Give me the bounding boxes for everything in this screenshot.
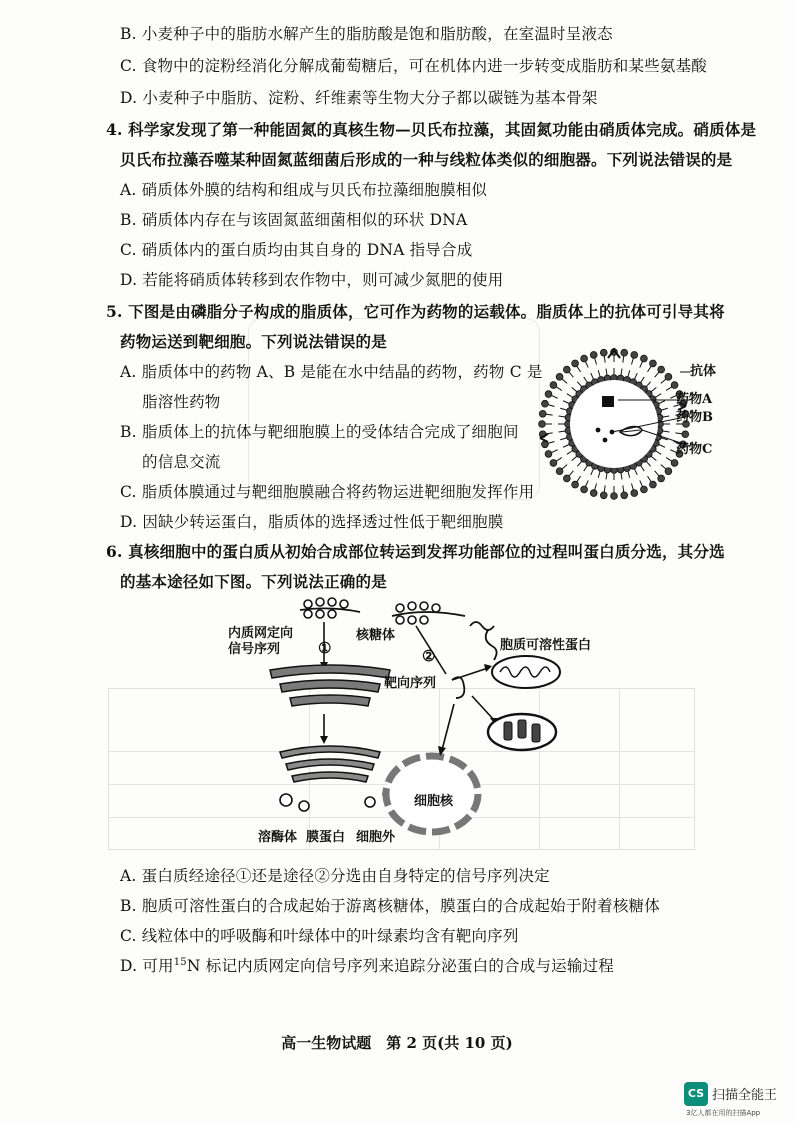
q3-option-b: B. 小麦种子中的脂肪水解产生的脂肪酸是饱和脂肪酸，在室温时呈液态	[120, 25, 613, 43]
drug-a-cube	[602, 396, 614, 407]
golgi-apparatus	[280, 746, 380, 782]
q6-option-c: C. 线粒体中的呼吸酶和叶绿体中的叶绿素均含有靶向序列	[120, 927, 519, 945]
phospholipid-head	[682, 431, 689, 438]
phospholipid-head	[572, 481, 579, 488]
label-path-1: ①	[318, 639, 332, 657]
q4-stem-line-2: 贝氏布拉藻吞噬某种固氮蓝细菌后形成的一种与线粒体类似的细胞器。下列说法错误的是	[120, 150, 733, 169]
scanner-tagline: 3亿人都在用的扫描App	[686, 1109, 761, 1117]
q6-option-d-isotope: 15	[173, 956, 187, 968]
phospholipid-head	[631, 352, 638, 359]
label-path-2: ②	[422, 647, 436, 665]
phospholipid-head	[545, 391, 552, 398]
label-lysosome: 溶酶体	[258, 830, 298, 845]
phospholipid-head	[563, 366, 570, 373]
q6-option-d	[120, 954, 614, 976]
phospholipid-head	[556, 468, 563, 475]
q3-option-d: D. 小麦种子中脂肪、淀粉、纤维素等生物大分子都以碳链为基本骨架	[120, 89, 598, 107]
label-drug-a: 药物A	[676, 392, 713, 407]
phospholipid-head	[665, 468, 672, 475]
scanner-name: 扫描全能王	[712, 1088, 778, 1103]
drug-b-dot	[603, 438, 608, 443]
phospholipid-head	[600, 349, 607, 356]
label-ribosome: 核糖体	[356, 628, 396, 643]
q5-option-b-line-2: 的信息交流	[142, 453, 221, 471]
phospholipid-head	[581, 486, 588, 493]
phospholipid-head	[658, 475, 665, 482]
q5-option-a-line-1: A. 脂质体中的药物 A、B 是能在水中结晶的药物，药物 C 是	[120, 363, 543, 381]
phospholipid-head	[650, 360, 657, 367]
q4-stem-line-1: 4. 科学家发现了第一种能固氮的真核生物—贝氏布拉藻，其固氮功能由硝质体完成。硝质体是	[106, 120, 757, 139]
q5-option-b-line-1: B. 脂质体上的抗体与靶细胞膜上的受体结合完成了细胞间	[120, 423, 519, 441]
label-drug-b: 药物B	[676, 410, 713, 425]
phospholipid-head	[671, 460, 678, 467]
q6-stem-line-2: 的基本途径如下图。下列说法正确的是	[120, 572, 387, 591]
label-antibody: 抗体	[690, 364, 717, 379]
q6-option-d-rest: N 标记内质网定向信号序列来追踪分泌蛋白的合成与运输过程	[186, 957, 614, 975]
phospholipid-head	[545, 451, 552, 458]
phospholipid-head	[658, 366, 665, 373]
phospholipid-head	[556, 373, 563, 380]
phospholipid-head	[581, 355, 588, 362]
label-er-signal-2: 信号序列	[228, 642, 281, 657]
q3-option-c: C. 食物中的淀粉经消化分解成葡萄糖后，可在机体内进一步转变成脂肪和某些氨基酸	[120, 57, 707, 75]
q6-option-d-prefix: D. 可用	[120, 957, 174, 975]
phospholipid-head	[611, 493, 618, 500]
label-cytosolic-protein: 胞质可溶性蛋白	[500, 638, 592, 653]
phospholipid-head	[539, 421, 546, 428]
phospholipid-head	[590, 352, 597, 359]
q6-option-a: A. 蛋白质经途径①还是途径②分选由自身特定的信号序列决定	[120, 867, 550, 885]
label-nucleus: 细胞核	[414, 794, 454, 809]
q5-stem-line-2: 药物运送到靶细胞。下列说法错误的是	[120, 332, 387, 351]
phospholipid-head	[600, 492, 607, 499]
phospholipid-head	[641, 355, 648, 362]
phospholipid-head	[542, 400, 549, 407]
q6-stem-line-1: 6. 真核细胞中的蛋白质从初始合成部位转运到发挥功能部位的过程叫蛋白质分选，其分选	[106, 542, 725, 561]
q5-option-d: D. 因缺少转运蛋白，脂质体的选择透过性低于靶细胞膜	[120, 513, 504, 531]
rough-er	[270, 665, 390, 706]
phospholipid-head	[665, 373, 672, 380]
scanner-watermark	[684, 1080, 784, 1120]
scanner-logo-icon: CS	[684, 1082, 708, 1106]
q5-option-c: C. 脂质体膜通过与靶细胞膜融合将药物运进靶细胞发挥作用	[120, 483, 535, 501]
q4-option-b: B. 硝质体内存在与该固氮蓝细菌相似的环状 DNA	[120, 211, 468, 229]
q5-option-a-line-2: 脂溶性药物	[142, 393, 221, 411]
phospholipid-head	[539, 410, 546, 417]
vesicles	[280, 789, 393, 811]
q6-option-b: B. 胞质可溶性蛋白的合成起始于游离核糖体，膜蛋白的合成起始于附着核糖体	[120, 897, 660, 915]
phospholipid-head	[621, 349, 628, 356]
phospholipid-head	[550, 460, 557, 467]
phospholipid-head	[563, 475, 570, 482]
q4-option-c: C. 硝质体内的蛋白质均由其自身的 DNA 指导合成	[120, 241, 473, 259]
label-extracellular: 细胞外	[356, 830, 396, 845]
phospholipid-head	[572, 360, 579, 367]
label-er-signal-1: 内质网定向	[228, 626, 294, 641]
phospholipid-head	[650, 481, 657, 488]
phospholipid-head	[671, 382, 678, 389]
phospholipid-head	[621, 492, 628, 499]
liposome-diagram	[538, 348, 690, 500]
q5-stem-line-1: 5. 下图是由磷脂分子构成的脂质体，它可作为药物的运载体。脂质体上的抗体可引导其将	[106, 302, 725, 321]
phospholipid-head	[590, 490, 597, 497]
q4-option-a: A. 硝质体外膜的结构和组成与贝氏布拉藻细胞膜相似	[120, 181, 488, 199]
phospholipid-head	[550, 382, 557, 389]
page-footer: 高一生物试题 第 2 页(共 10 页)	[281, 1034, 513, 1052]
label-target-sequence: 靶向序列	[384, 676, 437, 691]
phospholipid-head	[641, 486, 648, 493]
label-drug-c: 药物C	[676, 442, 713, 457]
drug-b-dot	[596, 428, 601, 433]
phospholipid-head	[631, 490, 638, 497]
label-membrane-protein: 膜蛋白	[306, 830, 346, 845]
q4-option-d: D. 若能将硝质体转移到农作物中，则可减少氮肥的使用	[120, 271, 504, 289]
